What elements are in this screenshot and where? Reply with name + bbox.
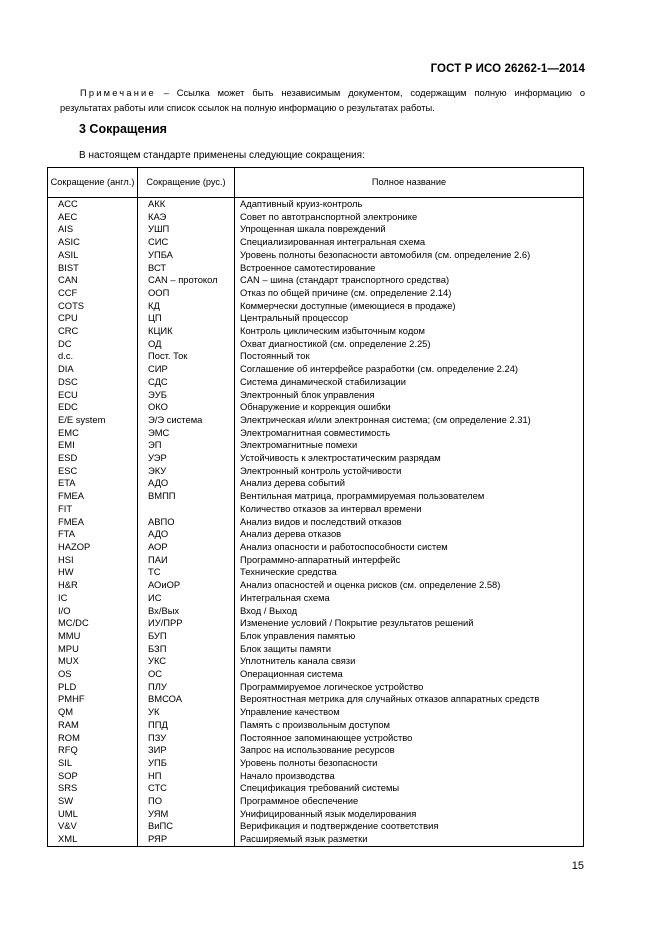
cell-abbr-en: EDC bbox=[48, 401, 138, 414]
section-title: 3 Сокращения bbox=[79, 122, 167, 136]
header-full-name: Полное название bbox=[235, 168, 584, 198]
page-number: 15 bbox=[571, 860, 584, 872]
cell-abbr-en: MUX bbox=[48, 655, 138, 668]
cell-full-name: Вход / Выход bbox=[235, 605, 584, 618]
cell-full-name: Верификация и подтверждение соответствия bbox=[235, 820, 584, 833]
cell-full-name: Вентильная матрица, программируемая пользователем bbox=[235, 490, 584, 503]
table-row bbox=[48, 401, 584, 414]
cell-abbr-en: AIS bbox=[48, 223, 138, 236]
cell-abbr-en: QM bbox=[48, 706, 138, 719]
cell-abbr-en: EMI bbox=[48, 439, 138, 452]
cell-abbr-en: BIST bbox=[48, 262, 138, 275]
table-row bbox=[48, 770, 584, 783]
cell-abbr-ru: ЭКУ bbox=[138, 465, 235, 478]
cell-full-name: Технические средства bbox=[235, 566, 584, 579]
cell-abbr-en: EMC bbox=[48, 427, 138, 440]
cell-abbr-en: PMHF bbox=[48, 693, 138, 706]
cell-abbr-ru: АДО bbox=[138, 528, 235, 541]
table-row bbox=[48, 643, 584, 656]
cell-full-name: Анализ дерева событий bbox=[235, 477, 584, 490]
table-header-row bbox=[48, 168, 584, 198]
note-text: – Ссылка может быть независимым документом, содержащим полную информацию о результатах работы или список ссылок на полную информацию о результатах работы. bbox=[60, 88, 585, 113]
cell-abbr-ru: СТС bbox=[138, 782, 235, 795]
cell-abbr-ru: Э/Э система bbox=[138, 414, 235, 427]
cell-full-name: Изменение условий / Покрытие результатов решений bbox=[235, 617, 584, 630]
cell-abbr-en: DIA bbox=[48, 363, 138, 376]
cell-abbr-ru: ЭМС bbox=[138, 427, 235, 440]
note-label: Примечание bbox=[80, 88, 156, 98]
cell-abbr-ru: СИС bbox=[138, 236, 235, 249]
cell-full-name: Программное обеспечение bbox=[235, 795, 584, 808]
table-row bbox=[48, 617, 584, 630]
cell-abbr-en: E/E system bbox=[48, 414, 138, 427]
cell-full-name: Унифицированный язык моделирования bbox=[235, 808, 584, 821]
table-row bbox=[48, 198, 584, 211]
table-row bbox=[48, 439, 584, 452]
cell-abbr-ru: УПБА bbox=[138, 249, 235, 262]
cell-full-name: Уровень полноты безопасности автомобиля (см. определение 2.6) bbox=[235, 249, 584, 262]
table-row bbox=[48, 223, 584, 236]
table-row bbox=[48, 465, 584, 478]
cell-abbr-ru: ОД bbox=[138, 338, 235, 351]
table-row bbox=[48, 452, 584, 465]
cell-full-name: Блок управления памятью bbox=[235, 630, 584, 643]
table-row bbox=[48, 350, 584, 363]
cell-abbr-ru: ВиПС bbox=[138, 820, 235, 833]
cell-abbr-en: IC bbox=[48, 592, 138, 605]
table-row bbox=[48, 655, 584, 668]
table-row bbox=[48, 274, 584, 287]
cell-full-name: Центральный процессор bbox=[235, 312, 584, 325]
cell-abbr-en: CPU bbox=[48, 312, 138, 325]
cell-abbr-en: SW bbox=[48, 795, 138, 808]
table-row bbox=[48, 744, 584, 757]
table-row bbox=[48, 312, 584, 325]
cell-abbr-en: DSC bbox=[48, 376, 138, 389]
cell-abbr-ru: ПО bbox=[138, 795, 235, 808]
cell-full-name: Совет по автотранспортной электронике bbox=[235, 211, 584, 224]
cell-abbr-en: FMEA bbox=[48, 490, 138, 503]
table-row bbox=[48, 211, 584, 224]
cell-abbr-ru: ЦП bbox=[138, 312, 235, 325]
cell-abbr-ru: ТС bbox=[138, 566, 235, 579]
cell-abbr-ru: ЭУБ bbox=[138, 389, 235, 402]
table-row bbox=[48, 757, 584, 770]
table-row bbox=[48, 528, 584, 541]
cell-abbr-ru: БУП bbox=[138, 630, 235, 643]
cell-abbr-ru: ИС bbox=[138, 592, 235, 605]
cell-abbr-ru: КАЭ bbox=[138, 211, 235, 224]
table-row bbox=[48, 668, 584, 681]
table-body bbox=[48, 198, 584, 847]
cell-abbr-ru: СИР bbox=[138, 363, 235, 376]
cell-abbr-en: ASIC bbox=[48, 236, 138, 249]
table-row bbox=[48, 579, 584, 592]
cell-abbr-en: ECU bbox=[48, 389, 138, 402]
table-row bbox=[48, 554, 584, 567]
cell-abbr-en: PLD bbox=[48, 681, 138, 694]
cell-abbr-en: COTS bbox=[48, 300, 138, 313]
cell-abbr-en: DC bbox=[48, 338, 138, 351]
cell-abbr-ru: КЦИК bbox=[138, 325, 235, 338]
cell-abbr-en: MMU bbox=[48, 630, 138, 643]
cell-abbr-en: SOP bbox=[48, 770, 138, 783]
cell-abbr-ru: НП bbox=[138, 770, 235, 783]
cell-full-name: Анализ опасности и работоспособности систем bbox=[235, 541, 584, 554]
cell-abbr-ru: УЭР bbox=[138, 452, 235, 465]
table-row bbox=[48, 236, 584, 249]
cell-full-name: Уплотнитель канала связи bbox=[235, 655, 584, 668]
cell-full-name: Электромагнитные помехи bbox=[235, 439, 584, 452]
cell-abbr-ru: Вх/Вых bbox=[138, 605, 235, 618]
table-row bbox=[48, 808, 584, 821]
table-row bbox=[48, 795, 584, 808]
cell-abbr-en: XML bbox=[48, 833, 138, 846]
cell-abbr-en: UML bbox=[48, 808, 138, 821]
cell-abbr-ru bbox=[138, 503, 235, 516]
cell-full-name: Встроенное самотестирование bbox=[235, 262, 584, 275]
cell-abbr-ru: АОР bbox=[138, 541, 235, 554]
cell-abbr-en: CAN bbox=[48, 274, 138, 287]
table-row bbox=[48, 338, 584, 351]
cell-full-name: Устойчивость к электростатическим разрядам bbox=[235, 452, 584, 465]
table-row bbox=[48, 706, 584, 719]
table-row bbox=[48, 477, 584, 490]
cell-abbr-ru: КД bbox=[138, 300, 235, 313]
table-row bbox=[48, 325, 584, 338]
cell-full-name: Коммерчески доступные (имеющиеся в продаже) bbox=[235, 300, 584, 313]
table-row bbox=[48, 490, 584, 503]
cell-abbr-ru: РЯР bbox=[138, 833, 235, 846]
cell-abbr-ru: АКК bbox=[138, 198, 235, 211]
cell-full-name: Электронный блок управления bbox=[235, 389, 584, 402]
cell-abbr-en: FMEA bbox=[48, 516, 138, 529]
table-row bbox=[48, 287, 584, 300]
cell-full-name: Постоянное запоминающее устройство bbox=[235, 732, 584, 745]
cell-abbr-en: ASIL bbox=[48, 249, 138, 262]
cell-full-name: Блок защиты памяти bbox=[235, 643, 584, 656]
cell-full-name: Электронный контроль устойчивости bbox=[235, 465, 584, 478]
cell-abbr-en: FIT bbox=[48, 503, 138, 516]
cell-full-name: Соглашение об интерфейсе разработки (см. определение 2.24) bbox=[235, 363, 584, 376]
cell-abbr-en: HSI bbox=[48, 554, 138, 567]
cell-full-name: Управление качеством bbox=[235, 706, 584, 719]
cell-abbr-ru: ОС bbox=[138, 668, 235, 681]
table-row bbox=[48, 389, 584, 402]
cell-full-name: Память с произвольным доступом bbox=[235, 719, 584, 732]
cell-abbr-ru: АВПО bbox=[138, 516, 235, 529]
cell-abbr-en: ESC bbox=[48, 465, 138, 478]
cell-full-name: Спецификация требований системы bbox=[235, 782, 584, 795]
cell-full-name: Уровень полноты безопасности bbox=[235, 757, 584, 770]
cell-abbr-en: FTA bbox=[48, 528, 138, 541]
cell-full-name: Расширяемый язык разметки bbox=[235, 833, 584, 846]
table-row bbox=[48, 630, 584, 643]
cell-full-name: Упрощенная шкала повреждений bbox=[235, 223, 584, 236]
cell-full-name: Анализ дерева отказов bbox=[235, 528, 584, 541]
cell-abbr-en: H&R bbox=[48, 579, 138, 592]
cell-abbr-ru: АДО bbox=[138, 477, 235, 490]
cell-abbr-ru: ПЛУ bbox=[138, 681, 235, 694]
table-row bbox=[48, 376, 584, 389]
cell-abbr-ru: CAN – протокол bbox=[138, 274, 235, 287]
cell-full-name: CAN – шина (стандарт транспортного средства) bbox=[235, 274, 584, 287]
cell-full-name: Система динамической стабилизации bbox=[235, 376, 584, 389]
cell-abbr-en: HAZOP bbox=[48, 541, 138, 554]
cell-full-name: Программируемое логическое устройство bbox=[235, 681, 584, 694]
table-row bbox=[48, 363, 584, 376]
cell-abbr-ru: УШП bbox=[138, 223, 235, 236]
table-row bbox=[48, 732, 584, 745]
cell-abbr-en: d.c. bbox=[48, 350, 138, 363]
cell-abbr-ru: АОиОР bbox=[138, 579, 235, 592]
cell-full-name: Специализированная интегральная схема bbox=[235, 236, 584, 249]
table-row bbox=[48, 541, 584, 554]
cell-full-name: Контроль циклическим избыточным кодом bbox=[235, 325, 584, 338]
table-row bbox=[48, 414, 584, 427]
table-row bbox=[48, 693, 584, 706]
table-row bbox=[48, 503, 584, 516]
table-row bbox=[48, 719, 584, 732]
cell-abbr-ru: УК bbox=[138, 706, 235, 719]
cell-full-name: Электромагнитная совместимость bbox=[235, 427, 584, 440]
cell-abbr-en: HW bbox=[48, 566, 138, 579]
cell-abbr-ru: СДС bbox=[138, 376, 235, 389]
cell-abbr-en: ETA bbox=[48, 477, 138, 490]
cell-abbr-en: RAM bbox=[48, 719, 138, 732]
table-row bbox=[48, 820, 584, 833]
table-row bbox=[48, 427, 584, 440]
cell-full-name: Охват диагностикой (см. определение 2.25) bbox=[235, 338, 584, 351]
cell-abbr-ru: ИУ/ПРР bbox=[138, 617, 235, 630]
cell-abbr-ru: ОКО bbox=[138, 401, 235, 414]
document-header: ГОСТ Р ИСО 26262-1—2014 bbox=[430, 63, 585, 75]
abbreviations-table bbox=[47, 167, 584, 847]
cell-abbr-ru: ВСТ bbox=[138, 262, 235, 275]
cell-abbr-ru: Пост. Ток bbox=[138, 350, 235, 363]
header-abbr-ru: Сокращение (рус.) bbox=[138, 168, 235, 198]
table-row bbox=[48, 605, 584, 618]
table-row bbox=[48, 300, 584, 313]
cell-abbr-ru: ООП bbox=[138, 287, 235, 300]
cell-abbr-en: AEC bbox=[48, 211, 138, 224]
cell-full-name: Количество отказов за интервал времени bbox=[235, 503, 584, 516]
cell-full-name: Интегральная схема bbox=[235, 592, 584, 605]
cell-abbr-ru: ВМСОА bbox=[138, 693, 235, 706]
cell-abbr-ru: ПАИ bbox=[138, 554, 235, 567]
table-row bbox=[48, 249, 584, 262]
cell-abbr-ru: ЭП bbox=[138, 439, 235, 452]
intro-text: В настоящем стандарте применены следующие сокращения: bbox=[79, 150, 365, 161]
cell-abbr-ru: ЗИР bbox=[138, 744, 235, 757]
cell-abbr-en: ROM bbox=[48, 732, 138, 745]
cell-abbr-en: CCF bbox=[48, 287, 138, 300]
table-row bbox=[48, 782, 584, 795]
table-row bbox=[48, 516, 584, 529]
cell-full-name: Анализ опасностей и оценка рисков (см. определение 2.58) bbox=[235, 579, 584, 592]
cell-abbr-en: MPU bbox=[48, 643, 138, 656]
cell-full-name: Электрическая и/или электронная система; (см определение 2.31) bbox=[235, 414, 584, 427]
cell-abbr-ru: ВМПП bbox=[138, 490, 235, 503]
cell-abbr-ru: УЯМ bbox=[138, 808, 235, 821]
cell-abbr-en: ESD bbox=[48, 452, 138, 465]
cell-full-name: Операционная система bbox=[235, 668, 584, 681]
cell-abbr-en: I/O bbox=[48, 605, 138, 618]
cell-abbr-en: OS bbox=[48, 668, 138, 681]
cell-full-name: Обнаружение и коррекция ошибки bbox=[235, 401, 584, 414]
note-paragraph bbox=[60, 86, 585, 116]
cell-abbr-ru: ППД bbox=[138, 719, 235, 732]
cell-abbr-ru: ПЗУ bbox=[138, 732, 235, 745]
cell-full-name: Адаптивный круиз-контроль bbox=[235, 198, 584, 211]
cell-abbr-en: ACC bbox=[48, 198, 138, 211]
cell-abbr-ru: БЗП bbox=[138, 643, 235, 656]
table-row bbox=[48, 262, 584, 275]
table-row bbox=[48, 566, 584, 579]
cell-full-name: Отказ по общей причине (см. определение 2.14) bbox=[235, 287, 584, 300]
cell-full-name: Вероятностная метрика для случайных отказов аппаратных средств bbox=[235, 693, 584, 706]
cell-full-name: Программно-аппаратный интерфейс bbox=[235, 554, 584, 567]
header-abbr-en: Сокращение (англ.) bbox=[48, 168, 138, 198]
table-row bbox=[48, 592, 584, 605]
cell-abbr-en: SRS bbox=[48, 782, 138, 795]
cell-abbr-ru: УПБ bbox=[138, 757, 235, 770]
cell-full-name: Начало производства bbox=[235, 770, 584, 783]
cell-abbr-en: RFQ bbox=[48, 744, 138, 757]
cell-full-name: Постоянный ток bbox=[235, 350, 584, 363]
cell-full-name: Запрос на использование ресурсов bbox=[235, 744, 584, 757]
cell-abbr-en: SIL bbox=[48, 757, 138, 770]
cell-abbr-en: MC/DC bbox=[48, 617, 138, 630]
table-row bbox=[48, 833, 584, 846]
cell-abbr-ru: УКС bbox=[138, 655, 235, 668]
table-row bbox=[48, 681, 584, 694]
cell-abbr-en: CRC bbox=[48, 325, 138, 338]
cell-full-name: Анализ видов и последствий отказов bbox=[235, 516, 584, 529]
cell-abbr-en: V&V bbox=[48, 820, 138, 833]
